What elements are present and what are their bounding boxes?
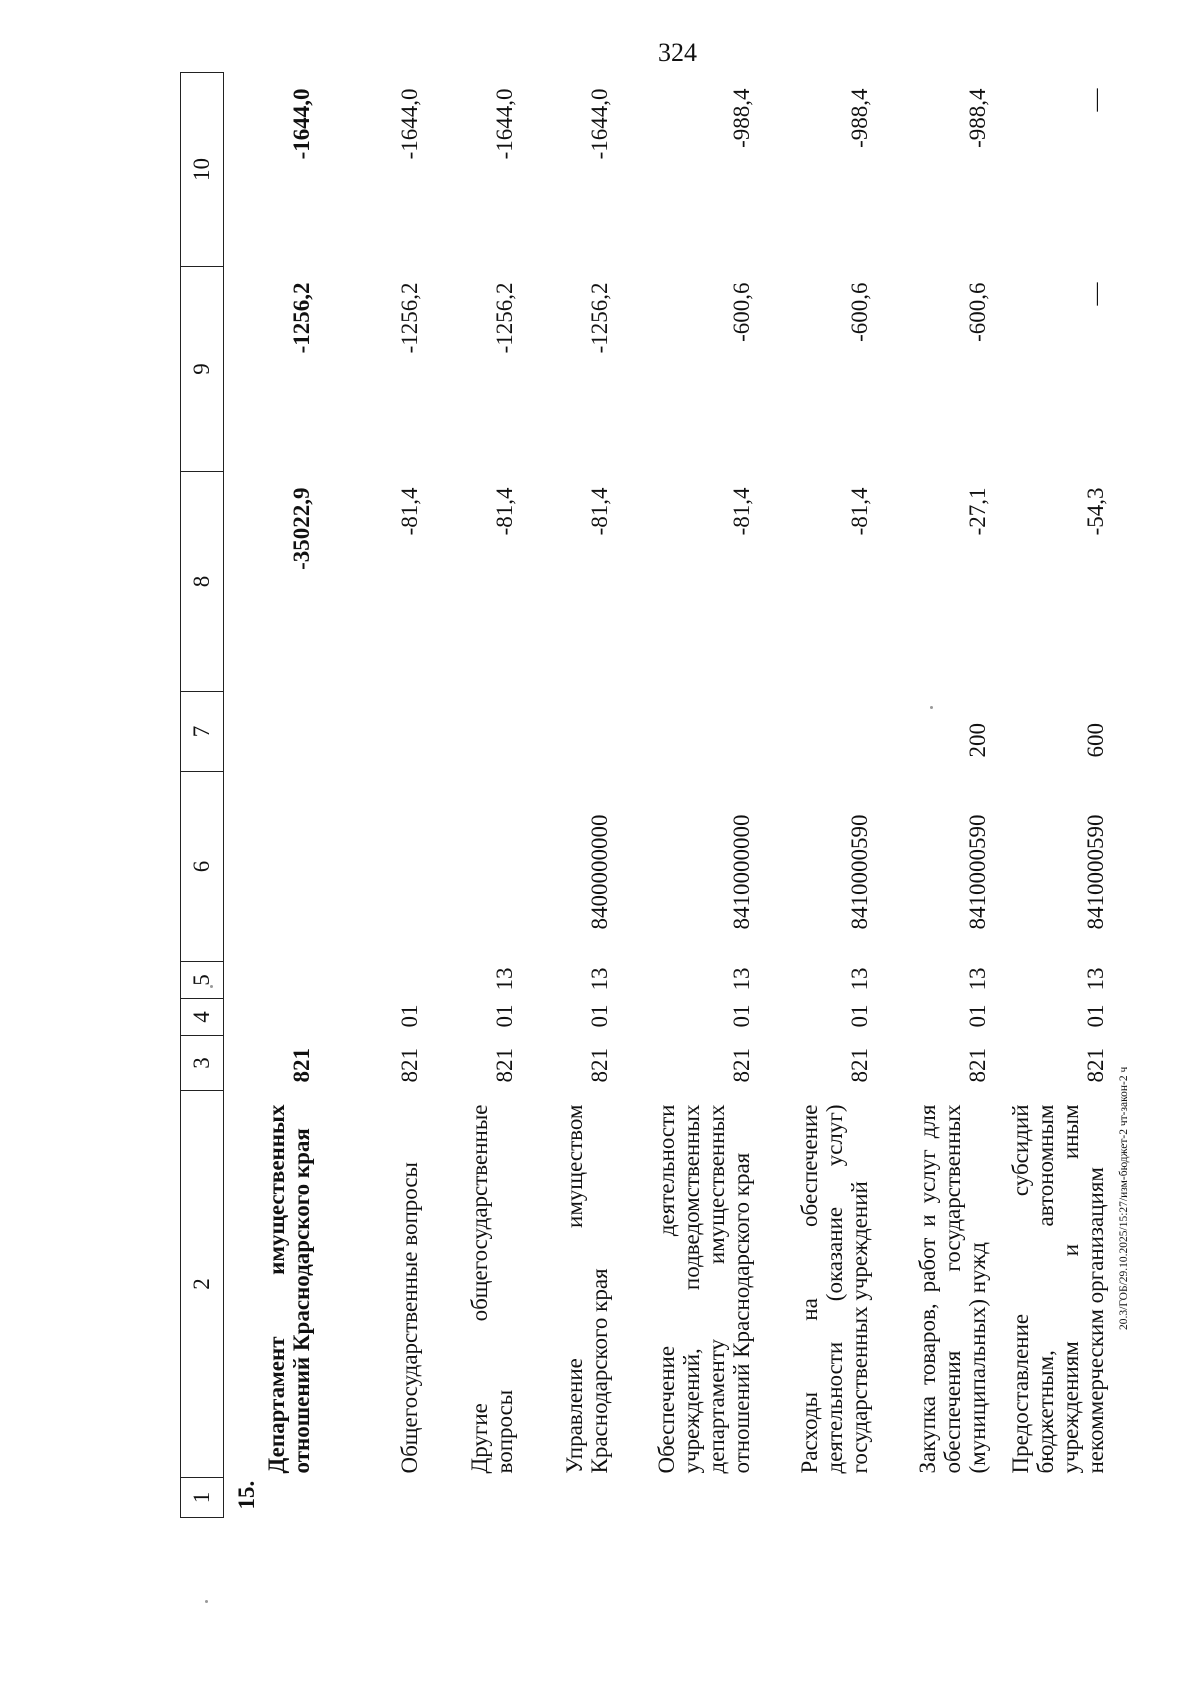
column-header: 6 [181,772,224,962]
item-name: Департамент имущественных отношений Краснодарского края [263,1104,314,1474]
section-code: 01 [1082,1004,1108,1028]
ministry-code: 821 [491,1048,517,1083]
table-row [880,73,998,1518]
section-number [998,1478,1116,1518]
subsection-code [224,962,322,999]
section-number [880,1478,998,1518]
item-name: Общегосударственные вопросы [396,1162,422,1474]
expense-type-code [762,692,880,772]
amount-column-9: -600,6 [964,282,990,342]
item-name: Управление имуществом Краснодарского края [561,1104,612,1474]
amount-column-10: -988,4 [964,88,990,148]
ministry-code: 821 [728,1048,754,1083]
amount-column-8: -81,4 [396,487,422,536]
amount-column-8: -54,3 [1082,487,1108,536]
section-code: 01 [586,1004,612,1028]
amount-column-10: -988,4 [846,88,872,148]
expense-type-code: 200 [964,723,990,758]
amount-column-10: -988,4 [728,88,754,148]
item-name: Расходы на обеспечение деятельности (оказание услуг) государственных учреждений [796,1104,872,1474]
amount-column-8: -35022,9 [288,487,314,570]
section-number [322,1478,430,1518]
column-header: 5 [181,962,224,999]
column-header: 8 [181,472,224,692]
expense-type-code [224,692,322,772]
page-number: 324 [658,38,697,67]
amount-column-9: -1256,2 [586,282,612,354]
section-number [762,1478,880,1518]
amount-column-8: -81,4 [728,487,754,536]
amount-column-8: -81,4 [586,487,612,536]
table-row [430,73,525,1518]
column-header: 2 [181,1091,224,1478]
amount-column-8: -27,1 [964,487,990,536]
amount-column-10: -1644,0 [586,88,612,160]
subsection-code: 13 [491,967,517,991]
subsection-code: 13 [846,967,872,991]
subsection-code: 13 [728,967,754,991]
expense-type-code [430,692,525,772]
target-item-code: 8410000590 [964,814,990,930]
subsection-code: 13 [586,967,612,991]
table-header-row [181,73,224,1518]
target-item-code: 8410000000 [728,814,754,930]
amount-column-10: -1644,0 [396,88,422,160]
amount-column-10: -1644,0 [288,88,314,160]
table-row [762,73,880,1518]
subsection-code [322,962,430,999]
amount-column-9: -600,6 [728,282,754,342]
rotated-budget-table [180,73,1108,1518]
column-header: 9 [181,267,224,472]
section-code: 01 [728,1004,754,1028]
amount-column-8: -81,4 [846,487,872,536]
item-name: Закупка товаров, работ и услуг для обеспечения государственных (муниципальных) нужд [914,1104,990,1474]
table-row [620,73,762,1518]
column-header: 10 [181,73,224,267]
amount-column-9: -1256,2 [491,282,517,354]
subsection-code: 13 [964,967,990,991]
amount-column-9: -1256,2 [396,282,422,354]
target-item-code: 8410000590 [846,814,872,930]
section-number [430,1478,525,1518]
amount-column-9: -1256,2 [288,282,314,354]
subsection-code: 13 [1082,967,1108,991]
amount-column-9: — [1082,282,1108,306]
ministry-code: 821 [396,1048,422,1083]
column-header: 3 [181,1036,224,1091]
target-item-code [224,772,322,962]
document-footer-code: 20.3/ГОБ/29.10.2025/15:27/изм-бюджет-2 чт-закон-2 ч [1118,1066,1130,1330]
ministry-code: 821 [586,1048,612,1083]
section-code: 01 [396,1004,422,1028]
table-row [525,73,620,1518]
section-number: 15. [234,1480,259,1510]
ministry-code: 821 [288,1048,314,1083]
expense-type-code: 600 [1082,723,1108,758]
expense-type-code [322,692,430,772]
ministry-code: 821 [964,1048,990,1083]
column-header: 7 [181,692,224,772]
ministry-code: 821 [846,1048,872,1083]
section-code: 01 [846,1004,872,1028]
amount-column-10: — [1082,88,1108,112]
item-name: Обеспечение деятельности учреждений, подведомственных департаменту имущественных отношений Краснодарского края [653,1104,754,1474]
section-code: 01 [964,1004,990,1028]
table-row [322,73,430,1518]
target-item-code [430,772,525,962]
budget-table [180,72,1116,1518]
table-row [998,73,1116,1518]
section-number [620,1478,762,1518]
table-row-department [224,73,322,1518]
amount-column-10: -1644,0 [491,88,517,160]
section-number [525,1478,620,1518]
ministry-code: 821 [1082,1048,1108,1083]
item-name: Предоставление субсидий бюджетным, автономным учреждениям и иным некоммерческим организациям [1007,1104,1108,1474]
target-item-code: 8410000590 [1082,814,1108,930]
scan-speck [205,1600,208,1603]
expense-type-code [525,692,620,772]
column-header: 4 [181,999,224,1036]
expense-type-code [620,692,762,772]
target-item-code [322,772,430,962]
amount-column-8: -81,4 [491,487,517,536]
section-code: 01 [491,1004,517,1028]
section-code [224,999,322,1036]
amount-column-9: -600,6 [846,282,872,342]
item-name: Другие общегосударственные вопросы [466,1104,517,1474]
column-header: 1 [181,1478,224,1518]
target-item-code: 8400000000 [586,814,612,930]
